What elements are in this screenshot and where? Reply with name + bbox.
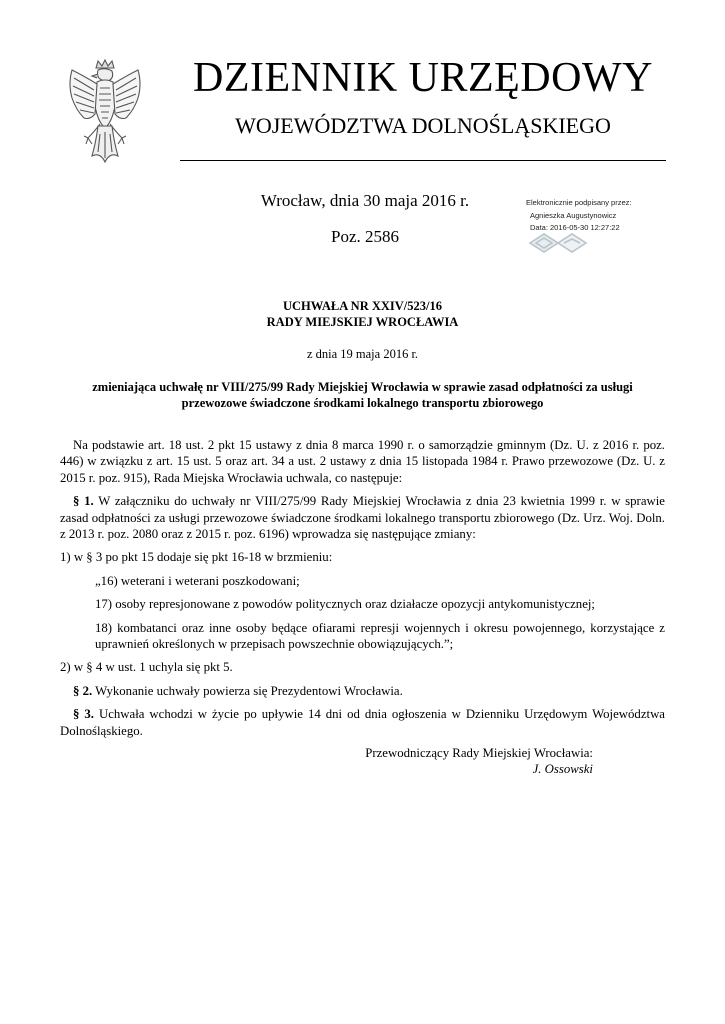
resolution-subject (60, 379, 665, 411)
place-and-date: Wrocław, dnia 30 maja 2016 r. (260, 191, 470, 210)
esign-signer: Agnieszka Augustynowicz (530, 210, 617, 220)
resolution-number: UCHWAŁA NR XXIV/523/16 (282, 299, 443, 313)
resolution-subject-line2: przewozowe świadczone środkami lokalnego transportu zbiorowego (181, 396, 544, 410)
signatory-role: Przewodniczący Rady Miejskiej Wrocławia: (365, 746, 593, 760)
journal-subtitle: WOJEWÓDZTWA DOLNOŚLĄSKIEGO (235, 113, 611, 138)
amendment-item-1: 1) w § 3 po pkt 15 dodaje się pkt 16-18 w brzmieniu: (60, 550, 333, 565)
polish-eagle-emblem-icon (62, 58, 148, 170)
esign-date: Data: 2016-05-30 12:27:22 (530, 223, 620, 232)
resolution-date: z dnia 19 maja 2016 r. (306, 347, 419, 361)
header-divider (180, 160, 666, 161)
paragraph-2-label: § 2. (73, 683, 93, 698)
sub-point-18: 18) kombatanci oraz inne osoby będące ofiarami represji wojennych i okresu powojennego, korzystające z uprawnień określonych w przepisach powszechnie obowiązujących.”; (95, 620, 665, 652)
sub-point-17: 17) osoby represjonowane z powodów politycznych oraz działacze opozycji antykomunistycznej; (95, 597, 595, 612)
signature-stamp-icon (528, 232, 592, 254)
resolution-heading (60, 298, 665, 330)
paragraph-3 (60, 706, 665, 739)
sub-point-16: „16) weterani i weterani poszkodowani; (95, 573, 300, 588)
paragraph-3-label: § 3. (73, 707, 94, 722)
paragraph-1 (60, 493, 665, 542)
resolution-body: RADY MIEJSKIEJ WROCŁAWIA (266, 315, 459, 329)
paragraph-1-text: W załączniku do uchwały nr VIII/275/99 Rady Miejskiej Wrocławia z dnia 23 kwietnia 1999 r. w sprawie zasad odpłatności za usługi przewozowe świadczone środkami lokalnego transportu zbiorowego (Dz. Urz. Woj. Doln. z 2013 r. poz. 2080 oraz z 2015 r. poz. 6196) wprowadza się następujące zmiany: (60, 494, 665, 542)
journal-title: DZIENNIK URZĘDOWY (193, 55, 653, 101)
electronic-signature-block (526, 197, 656, 235)
amendment-item-2: 2) w § 4 w ust. 1 uchyla się pkt 5. (60, 660, 233, 675)
signatory-name: J. Ossowski (532, 762, 593, 777)
resolution-subject-line1: zmieniająca uchwałę nr VIII/275/99 Rady Miejskiej Wrocławia w sprawie zasad odpłatności za usługi (92, 380, 633, 394)
paragraph-3-text: Uchwała wchodzi w życie po upływie 14 dni od dnia ogłoszenia w Dzienniku Urzędowym Województwa Dolnośląskiego. (60, 707, 665, 738)
esign-caption: Elektronicznie podpisany przez: (526, 198, 632, 207)
paragraph-1-label: § 1. (73, 494, 94, 509)
position-number: Poz. 2586 (331, 227, 399, 246)
paragraph-2 (60, 683, 665, 699)
resolution-content (60, 437, 665, 746)
paragraph-2-text: Wykonanie uchwały powierza się Prezydentowi Wrocławia. (92, 683, 403, 698)
signature-block (300, 745, 593, 778)
preamble: Na podstawie art. 18 ust. 2 pkt 15 ustawy z dnia 8 marca 1990 r. o samorządzie gminnym (Dz. U. z 2016 r. poz. 446) w związku z art. 15 ust. 5 oraz art. 34 a ust. 2 ustawy z dnia 15 listopada 1984 r. Prawo przewozowe (Dz. U. z 2015 r. poz. 915), Rada Miejska Wrocławia uchwala, co następuje: (60, 438, 665, 485)
